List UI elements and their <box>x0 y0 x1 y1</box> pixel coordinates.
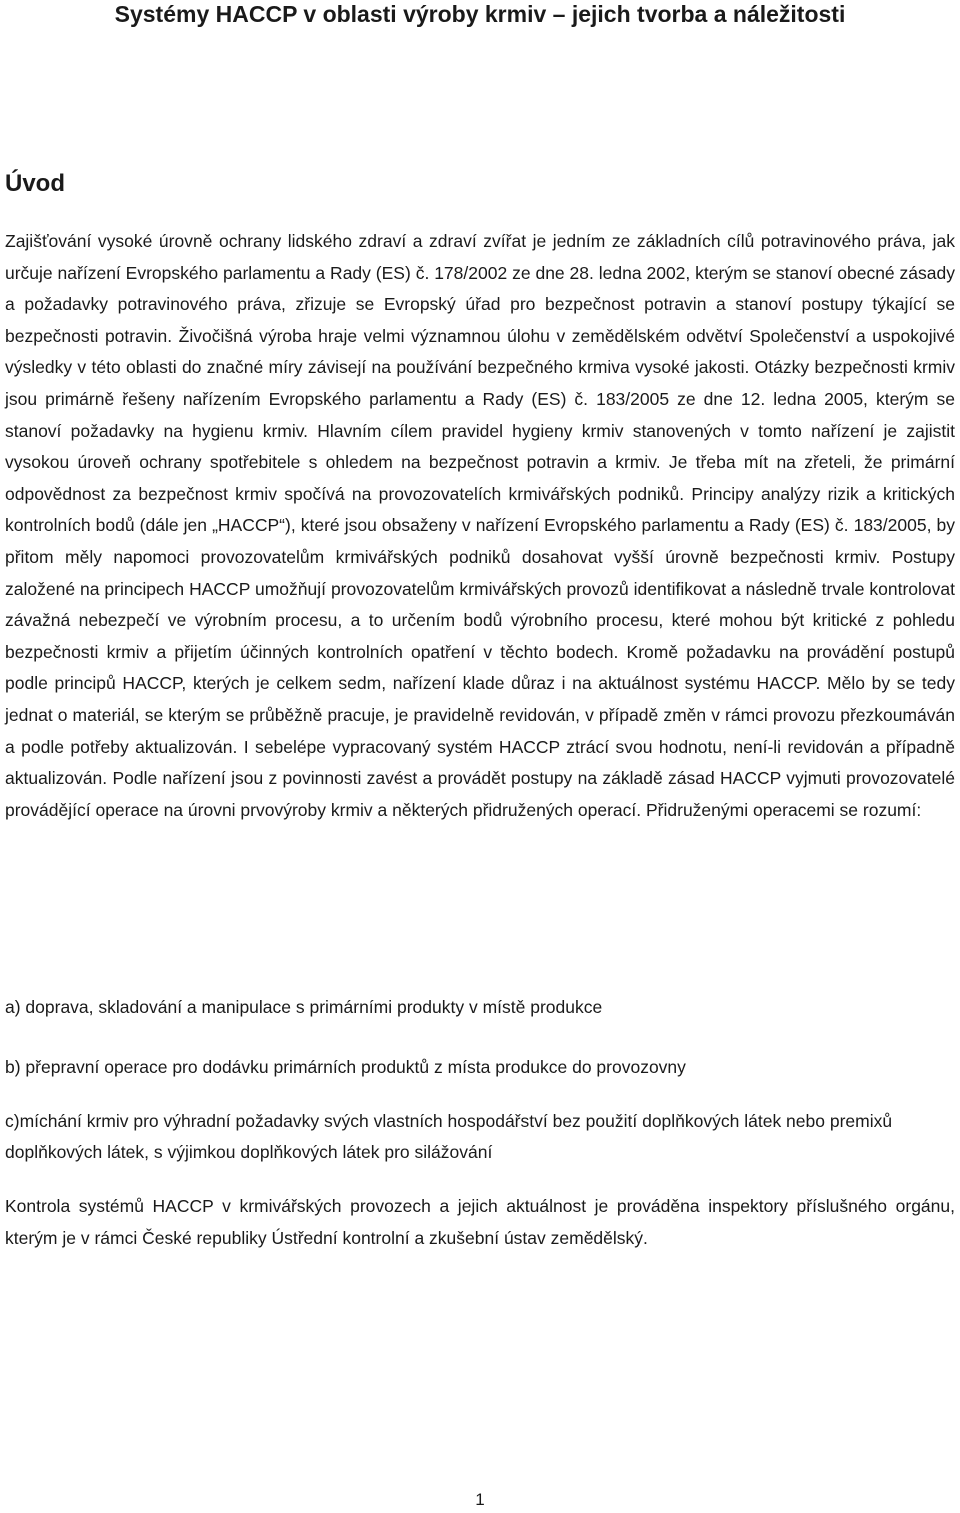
closing-paragraph: Kontrola systémů HACCP v krmivářských provozech a jejich aktuálnost je prováděna inspektory příslušného orgánu, kterým je v rámci České republiky Ústřední kontrolní a zkušební ústav zemědělský. <box>5 1196 955 1248</box>
intro-paragraph: Zajišťování vysoké úrovně ochrany lidského zdraví a zdraví zvířat je jedním ze základních cílů potravinového práva, jak určuje nařízení Evropského parlamentu a Rady (ES) č. 178/2002 ze dne 28. ledna 2002, kterým se stanoví obecné zásady a požadavky potravinového práva, zřizuje se Evropský úřad pro bezpečnost potravin a stanoví postupy týkající se bezpečnosti potravin. Živočišná výroba hraje velmi významnou úlohu v zemědělském odvětví Společenství a uspokojivé výsledky v této oblasti do značné míry závisejí na používání bezpečného krmiva vysoké jakosti. Otázky bezpečnosti krmiv jsou primárně řešeny nařízením Evropského parlamentu a Rady (ES) č. 183/2005 ze dne 12. ledna 2005, kterým se stanoví požadavky na hygienu krmiv. Hlavním cílem pravidel hygieny krmiv stanovených v tomto nařízení je zajistit vysokou úroveň ochrany spotřebitele s ohledem na bezpečnost potravin a krmiv. Je třeba mít na zřeteli, že primární odpovědnost za bezpečnost krmiv spočívá na provozovatelích krmivářských podniků. Principy analýzy rizik a kritických kontrolních bodů (dále jen „HACCP“), které jsou obsaženy v nařízení Evropského parlamentu a Rady (ES) č. 183/2005, by přitom měly napomoci provozovatelům krmivářských podniků dosahovat vyšší úrovně bezpečnosti krmiv. Postupy založené na principech HACCP umožňují provozovatelům krmivářských provozů identifikovat a následně trvale kontrolovat závažná nebezpečí ve výrobním procesu, a to určením bodů výrobního procesu, které mohou být kritické z pohledu bezpečnosti krmiv a přijetím účinných kontrolních opatření v těchto bodech. Kromě požadavku na provádění postupů podle principů HACCP, kterých je celkem sedm, nařízení klade důraz i na aktuálnost systému HACCP. Mělo by se tedy jednat o materiál, se kterým se průběžně pracuje, je pravidelně revidován, v případě změn v rámci provozu přezkoumáván a podle potřeby aktualizován. I sebelépe vypracovaný systém HACCP ztrácí svou hodnotu, není-li revidován a případně aktualizován. Podle nařízení jsou z povinnosti zavést a provádět postupy na základě zásad HACCP vyjmuti provozovatelé provádějící operace na úrovni prvovýroby krmiv a některých přidružených operací. Přidruženými operacemi se rozumí: <box>5 231 955 820</box>
page-number: 1 <box>475 1490 485 1509</box>
list-item-c: c)míchání krmiv pro výhradní požadavky svých vlastních hospodářství bez použití doplňkových látek nebo premixů doplňkových látek, s výjimkou doplňkových látek pro silážování <box>5 1111 893 1162</box>
document-title: Systémy HACCP v oblasti výroby krmiv – jejich tvorba a náležitosti <box>114 1 846 27</box>
list-item-b: b) přepravní operace pro dodávku primárních produktů z místa produkce do provozovny <box>5 1057 686 1077</box>
list-item-a: a) doprava, skladování a manipulace s primárními produkty v místě produkce <box>5 997 603 1017</box>
section-heading-intro: Úvod <box>5 170 65 197</box>
